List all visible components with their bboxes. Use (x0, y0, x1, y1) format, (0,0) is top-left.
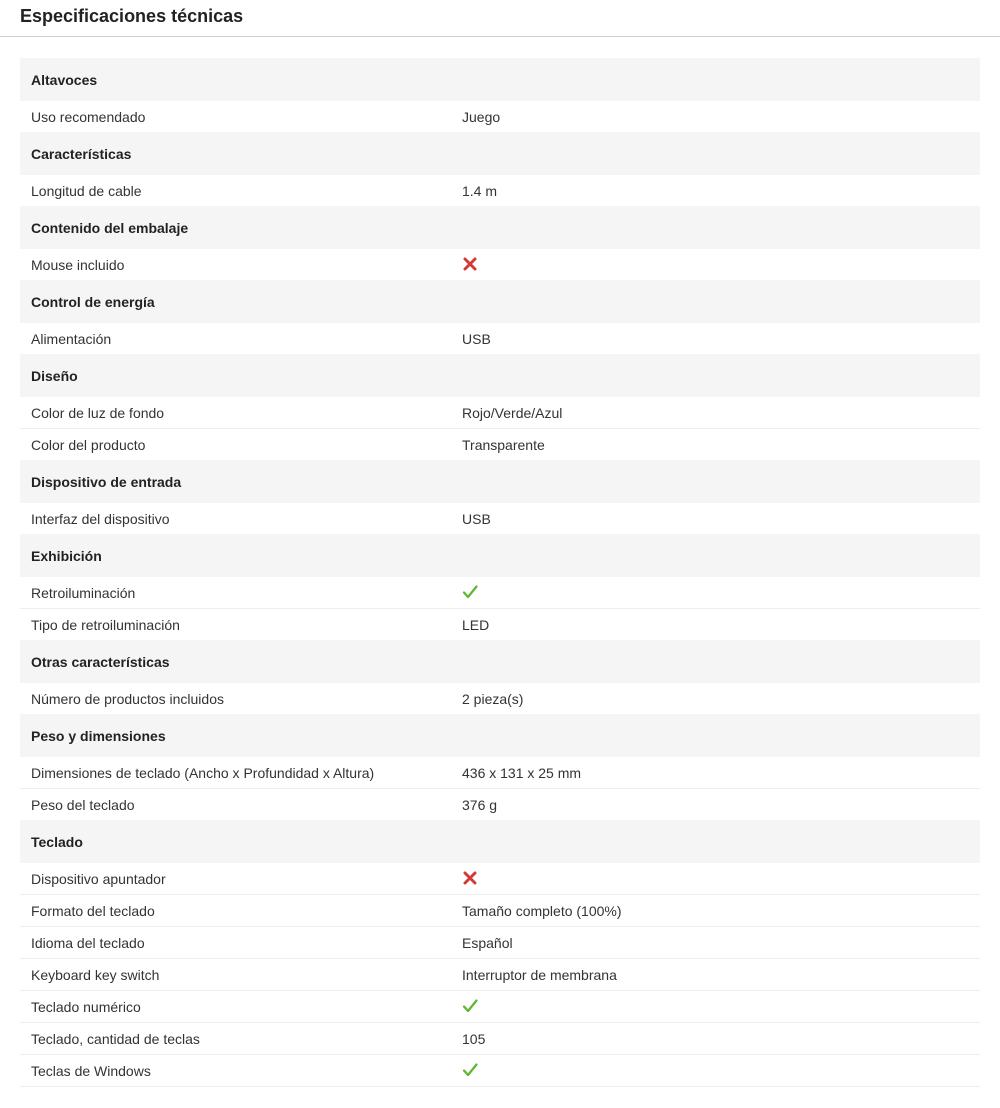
spec-label: Longitud de cable (20, 175, 451, 206)
spec-group-title: Contenido del embalaje (20, 206, 980, 249)
spec-value: Español (451, 927, 980, 959)
spec-label: Dimensiones de teclado (Ancho x Profundidad x Altura) (20, 757, 451, 789)
spec-row (20, 609, 980, 641)
spec-row (20, 429, 980, 461)
page-title: Especificaciones técnicas (20, 6, 244, 26)
spec-label: Interfaz del dispositivo (20, 503, 451, 534)
spec-value: USB (451, 323, 980, 354)
spec-label: Número de productos incluidos (20, 683, 451, 714)
spec-group-title: Dispositivo de entrada (20, 460, 980, 503)
spec-row (20, 789, 980, 821)
spec-row (20, 757, 980, 789)
spec-group-row (20, 206, 980, 249)
spec-label: Uso recomendado (20, 101, 451, 132)
spec-value: Rojo/Verde/Azul (451, 397, 980, 429)
spec-label: Teclado, cantidad de teclas (20, 1023, 451, 1055)
spec-value (451, 1055, 980, 1087)
check-icon (462, 584, 478, 600)
spec-value (451, 863, 980, 895)
spec-label: Tipo de retroiluminación (20, 609, 451, 641)
spec-group-title: Altavoces (20, 58, 980, 101)
spec-group-title: Características (20, 132, 980, 175)
spec-label: Color de luz de fondo (20, 397, 451, 429)
spec-row (20, 175, 980, 206)
spec-value (451, 577, 980, 609)
spec-group-row (20, 534, 980, 577)
page-header (0, 0, 1000, 37)
spec-row (20, 863, 980, 895)
spec-value (451, 991, 980, 1023)
spec-table (20, 58, 980, 1087)
spec-row (20, 683, 980, 714)
spec-label: Mouse incluido (20, 249, 451, 280)
spec-group-row (20, 280, 980, 323)
spec-row (20, 577, 980, 609)
spec-label: Idioma del teclado (20, 927, 451, 959)
spec-group-title: Control de energía (20, 280, 980, 323)
spec-value: 2 pieza(s) (451, 683, 980, 714)
spec-value: Transparente (451, 429, 980, 461)
spec-group-title: Otras características (20, 640, 980, 683)
spec-group-title: Diseño (20, 354, 980, 397)
spec-label: Color del producto (20, 429, 451, 461)
check-icon (462, 1062, 478, 1078)
spec-row (20, 249, 980, 280)
spec-value: 436 x 131 x 25 mm (451, 757, 980, 789)
spec-value: USB (451, 503, 980, 534)
spec-group-title: Exhibición (20, 534, 980, 577)
cross-icon (462, 256, 478, 272)
spec-value: Interruptor de membrana (451, 959, 980, 991)
spec-label: Teclado numérico (20, 991, 451, 1023)
spec-value: 376 g (451, 789, 980, 821)
spec-group-title: Teclado (20, 820, 980, 863)
spec-label: Formato del teclado (20, 895, 451, 927)
spec-group-title: Peso y dimensiones (20, 714, 980, 757)
spec-row (20, 397, 980, 429)
spec-row (20, 991, 980, 1023)
spec-row (20, 503, 980, 534)
spec-label: Peso del teclado (20, 789, 451, 821)
spec-value (451, 249, 980, 280)
spec-group-row (20, 714, 980, 757)
spec-label: Retroiluminación (20, 577, 451, 609)
spec-label: Dispositivo apuntador (20, 863, 451, 895)
spec-value: 1.4 m (451, 175, 980, 206)
spec-group-row (20, 820, 980, 863)
cross-icon (462, 870, 478, 886)
check-icon (462, 998, 478, 1014)
spec-table-body (20, 58, 980, 1087)
spec-label: Teclas de Windows (20, 1055, 451, 1087)
spec-row (20, 927, 980, 959)
spec-label: Alimentación (20, 323, 451, 354)
spec-row (20, 323, 980, 354)
spec-row (20, 959, 980, 991)
spec-row (20, 895, 980, 927)
spec-value: Tamaño completo (100%) (451, 895, 980, 927)
spec-label: Keyboard key switch (20, 959, 451, 991)
spec-group-row (20, 460, 980, 503)
spec-value: Juego (451, 101, 980, 132)
spec-group-row (20, 132, 980, 175)
spec-row (20, 1055, 980, 1087)
spec-group-row (20, 58, 980, 101)
spec-row (20, 101, 980, 132)
spec-group-row (20, 354, 980, 397)
spec-value: LED (451, 609, 980, 641)
spec-value: 105 (451, 1023, 980, 1055)
spec-row (20, 1023, 980, 1055)
spec-group-row (20, 640, 980, 683)
